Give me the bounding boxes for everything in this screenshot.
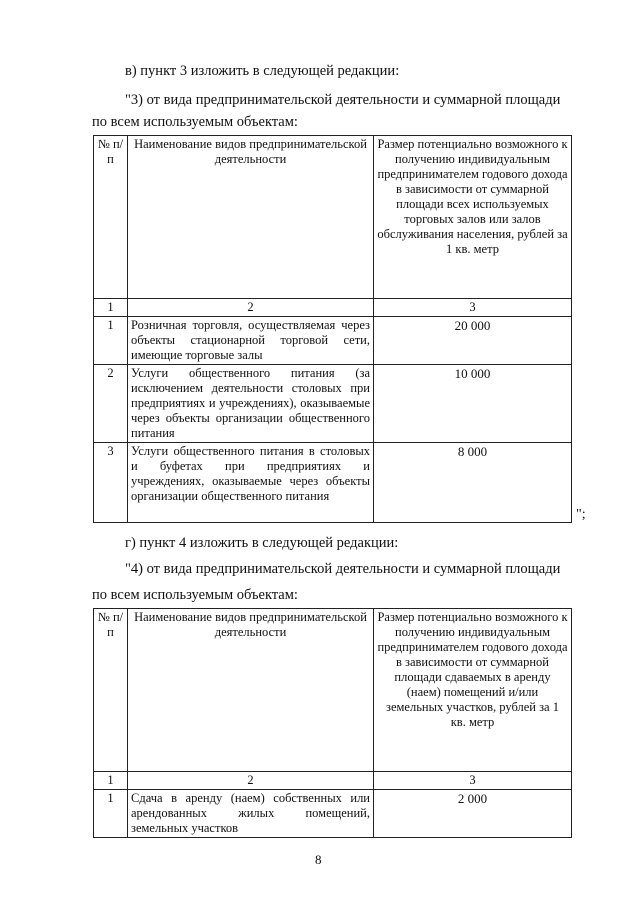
header-name: Наименование видов предпринимательской деятельности <box>128 136 374 299</box>
header-num: № п/п <box>94 609 128 772</box>
row-num: 2 <box>94 365 128 443</box>
column-numbers-row <box>94 772 572 790</box>
header-name: Наименование видов предпринимательской деятельности <box>128 609 374 772</box>
column-number: 2 <box>128 299 374 317</box>
row-value: 20 000 <box>374 317 572 365</box>
item-v-intro: в) пункт 3 изложить в следующей редакции: <box>125 63 400 79</box>
row-num: 1 <box>94 317 128 365</box>
column-number: 3 <box>374 299 572 317</box>
column-number: 3 <box>374 772 572 790</box>
item-v-table <box>93 135 572 523</box>
table-row <box>94 317 572 365</box>
table-header-row <box>94 136 572 299</box>
row-num: 3 <box>94 443 128 523</box>
item-g-heading-line1: "4) от вида предпринимательской деятельности и суммарной площади <box>125 561 561 577</box>
item-v-heading-line1: "3) от вида предпринимательской деятельности и суммарной площади <box>125 92 561 108</box>
header-num: № п/п <box>94 136 128 299</box>
table-header-row <box>94 609 572 772</box>
row-value: 10 000 <box>374 365 572 443</box>
row-value: 8 000 <box>374 443 572 523</box>
closing-quote: "; <box>576 507 586 522</box>
table-row <box>94 365 572 443</box>
row-name: Услуги общественного питания (за исключением деятельности столовых при предприятиях и учреждениях), оказываемые через объекты организации общественного питания <box>128 365 374 443</box>
item-g-intro: г) пункт 4 изложить в следующей редакции: <box>125 535 399 551</box>
row-name: Розничная торговля, осуществляемая через объекты стационарной торговой сети, имеющие торговые залы <box>128 317 374 365</box>
table-row <box>94 443 572 523</box>
row-name: Сдача в аренду (наем) собственных или арендованных жилых помещений, земельных участков <box>128 790 374 838</box>
item-g-heading-line2: по всем используемым объектам: <box>92 587 298 603</box>
header-size: Размер потенциально возможного к получению индивидуальным предпринимателем годового дохода в зависимости от суммарной площади всех используемых торговых залов или залов обслуживания населения, рублей за 1 кв. метр <box>374 136 572 299</box>
table-row <box>94 790 572 838</box>
header-size: Размер потенциально возможного к получению индивидуальным предпринимателем годового дохода в зависимости от суммарной площади сдаваемых в аренду (наем) помещений и/или земельных участков, рублей за 1 кв. метр <box>374 609 572 772</box>
item-g-table <box>93 608 572 838</box>
row-value: 2 000 <box>374 790 572 838</box>
column-number: 2 <box>128 772 374 790</box>
page-number: 8 <box>315 852 322 867</box>
item-v-heading-line2: по всем используемым объектам: <box>92 114 298 130</box>
row-name: Услуги общественного питания в столовых и буфетах при предприятиях и учреждениях, оказываемые через объекты организации общественного питания <box>128 443 374 523</box>
column-numbers-row <box>94 299 572 317</box>
column-number: 1 <box>94 299 128 317</box>
column-number: 1 <box>94 772 128 790</box>
row-num: 1 <box>94 790 128 838</box>
